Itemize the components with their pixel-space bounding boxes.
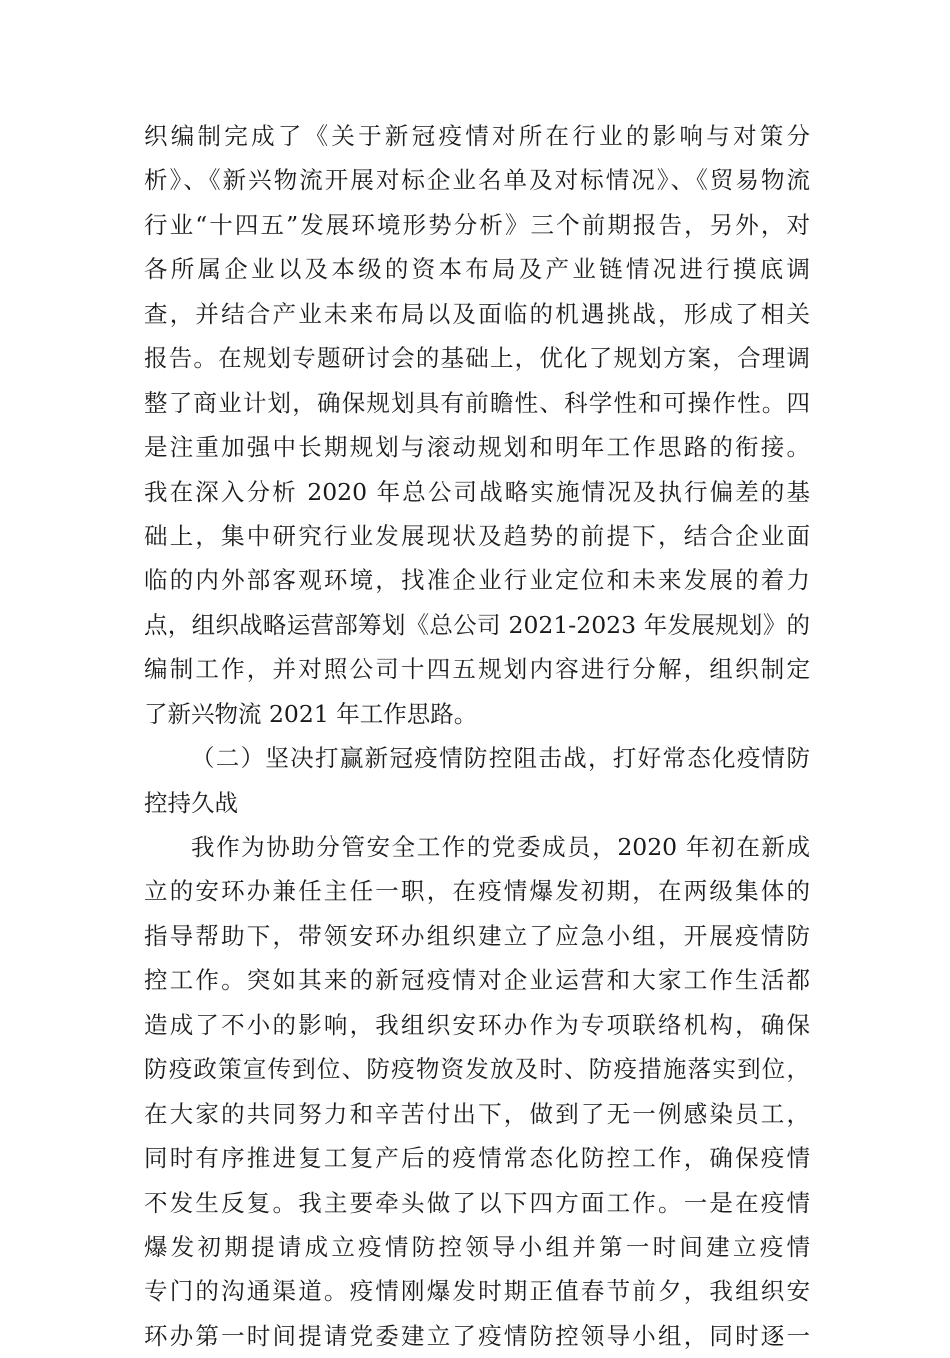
text-line: 析》、《新兴物流开展对标企业名单及对标情况》、《贸易物流 [144, 166, 810, 195]
text-line: 控工作。突如其来的新冠疫情对企业运营和大家工作生活都 [144, 966, 810, 995]
text-line: 我作为协助分管安全工作的党委成员，2020 年初在新成 [191, 833, 810, 861]
text-line: 专门的沟通渠道。疫情刚爆发时期正值春节前夕，我组织安 [144, 1277, 810, 1306]
text-line: 造成了不小的影响，我组织安环办作为专项联络机构，确保 [144, 1010, 810, 1039]
text-line: 行业“十四五”发展环境形势分析》三个前期报告，另外，对 [144, 210, 810, 239]
text-line: 报告。在规划专题研讨会的基础上，优化了规划方案，合理调 [144, 344, 810, 373]
text-line: 是注重加强中长期规划与滚动规划和明年工作思路的衔接。 [144, 433, 810, 462]
text-line: 编制工作，并对照公司十四五规划内容进行分解，组织制定 [144, 655, 810, 684]
text-line: 整了商业计划，确保规划具有前瞻性、科学性和可操作性。四 [144, 388, 810, 417]
text-line: 临的内外部客观环境，找准企业行业定位和未来发展的着力 [144, 566, 810, 595]
text-line: 不发生反复。我主要牵头做了以下四方面工作。一是在疫情 [144, 1188, 810, 1217]
text-line: 点，组织战略运营部筹划《总公司 2021-2023 年发展规划》的 [144, 610, 810, 639]
text-line: 环办第一时间提请党委建立了疫情防控领导小组，同时逐一 [144, 1321, 810, 1350]
text-line: 在大家的共同努力和辛苦付出下，做到了无一例感染员工， [144, 1099, 810, 1128]
text-line: 织编制完成了《关于新冠疫情对所在行业的影响与对策分 [144, 122, 810, 150]
text-line: 础上，集中研究行业发展现状及趋势的前提下，结合企业面 [144, 521, 810, 550]
section-heading-line: （二）坚决打赢新冠疫情防控阻击战，打好常态化疫情防 [191, 744, 810, 773]
text-line: 防疫政策宣传到位、防疫物资发放及时、防疫措施落实到位， [144, 1055, 810, 1084]
document-body [144, 114, 810, 1358]
text-line: 了新兴物流 2021 年工作思路。 [144, 699, 478, 728]
text-line: 我在深入分析 2020 年总公司战略实施情况及执行偏差的基 [144, 477, 810, 506]
text-line: 指导帮助下，带领安环办组织建立了应急小组，开展疫情防 [144, 921, 810, 950]
text-line: 同时有序推进复工复产后的疫情常态化防控工作，确保疫情 [144, 1144, 810, 1173]
text-line: 查，并结合产业未来布局以及面临的机遇挑战，形成了相关 [144, 299, 810, 328]
text-line: 各所属企业以及本级的资本布局及产业链情况进行摸底调 [144, 255, 810, 284]
text-line: 立的安环办兼任主任一职，在疫情爆发初期，在两级集体的 [144, 877, 810, 906]
text-line: 爆发初期提请成立疫情防控领导小组并第一时间建立疫情 [144, 1232, 810, 1261]
section-heading-line: 控持久战 [144, 788, 238, 817]
